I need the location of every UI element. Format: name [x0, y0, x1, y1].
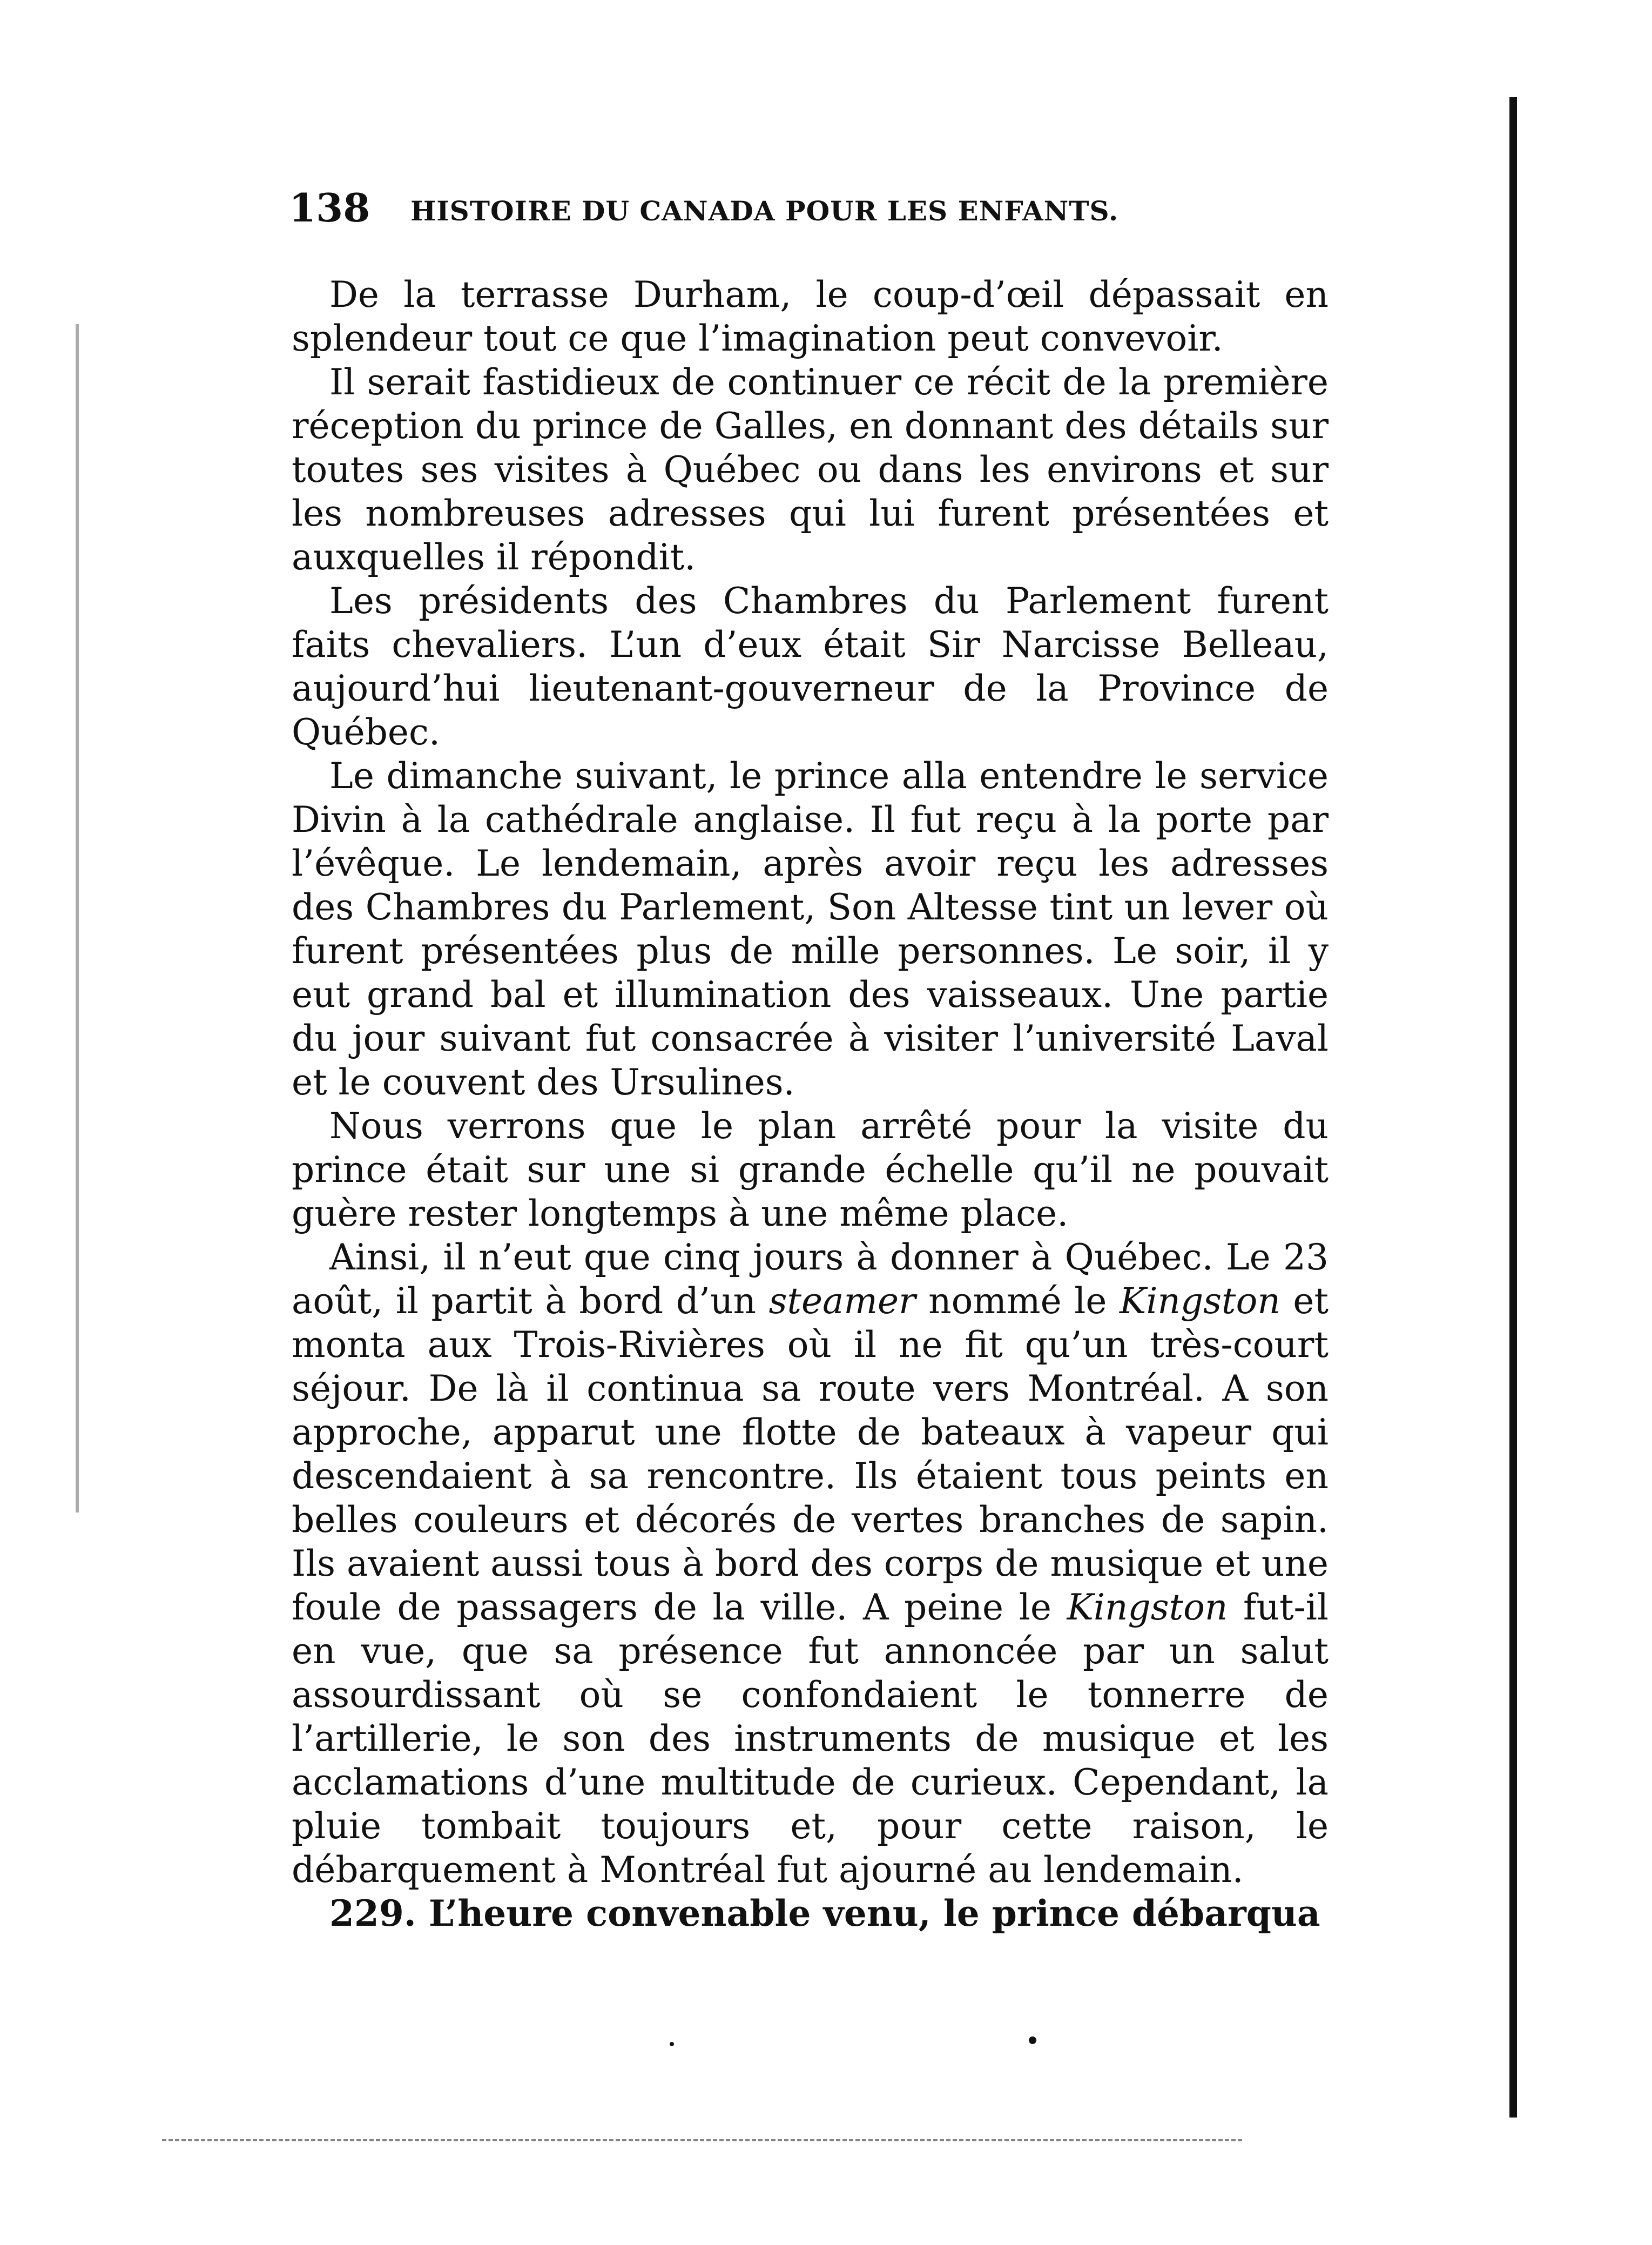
paragraph-6-text-a: Ainsi, il n’eut que cinq jours à donner à Québec. Le 23 août, il partit à bord d’un — [292, 1236, 1329, 1322]
paragraph-6-text-c: et monta aux Trois-Rivières où il ne fit qu’un très-court séjour. De là il continua sa route vers Montréal. A son approche, apparut une flotte de bateaux à vapeur qui descendaient à sa rencontre. Ils étaient tous peints en belles couleurs et décorés de vertes branches de sapin. Ils avaient aussi tous à bord des corps de musique et une foule de passagers de la ville. A peine le — [292, 1280, 1329, 1628]
paragraph-6 — [292, 1235, 1329, 1892]
body-text — [292, 273, 1329, 1935]
paragraph-3 — [292, 579, 1329, 754]
paragraph-5 — [292, 1104, 1329, 1235]
italic-steamer: steamer — [768, 1280, 916, 1322]
ink-speck — [1029, 2036, 1036, 2044]
right-binding-edge — [1509, 97, 1517, 2118]
paragraph-6-text-b: nommé le — [915, 1280, 1120, 1322]
left-margin-shadow — [76, 324, 79, 1513]
ink-speck — [670, 2042, 674, 2046]
paragraph-4 — [292, 754, 1329, 1104]
paragraph-2-text: Il serait fastidieux de continuer ce récit de la première réception du prince de Galles, en donnant des détails sur toutes ses visites à Québec ou dans les environs et sur les nombreuses adresses qui lui furent présentées et auxquelles il répondit. — [292, 361, 1329, 578]
italic-kingston-2: Kingston — [1067, 1587, 1228, 1628]
bottom-scan-artifact — [162, 2139, 1242, 2141]
paragraph-2 — [292, 360, 1329, 579]
page-header — [289, 184, 1207, 232]
page-number: 138 — [289, 185, 370, 231]
section-number: 229. — [329, 1892, 416, 1934]
paragraph-5-text: Nous verrons que le plan arrêté pour la visite du prince était sur une si grande échelle qu’il ne pouvait guère rester longtemps à une même place. — [292, 1105, 1329, 1234]
italic-kingston-1: Kingston — [1120, 1280, 1280, 1322]
paragraph-4-text: Le dimanche suivant, le prince alla entendre le service Divin à la cathédrale anglaise. Il fut reçu à la porte par l’évêque. Le lendemain, après avoir reçu les adresses des Chambres du Parlement, Son Altesse tint un lever où furent présentées plus de mille personnes. Le soir, il y eut grand bal et illumination des vaisseaux. Une partie du jour suivant fut consacrée à visiter l’université Laval et le couvent des Ursulines. — [292, 755, 1329, 1103]
paragraph-229 — [292, 1892, 1329, 1935]
paragraph-1-text: De la terrasse Durham, le coup-d’œil dépassait en splendeur tout ce que l’imagination peut convevoir. — [292, 274, 1329, 359]
paragraph-1 — [292, 273, 1329, 360]
paragraph-6-text-d: fut-il en vue, que sa présence fut annoncée par un salut assourdissant où se confondaient le tonnerre de l’artillerie, le son des instruments de musique et les acclamations d’une multitude de curieux. Cependant, la pluie tombait toujours et, pour cette raison, le débarquement à Montréal fut ajourné au lendemain. — [292, 1587, 1329, 1891]
running-title: HISTOIRE DU CANADA POUR LES ENFANTS. — [410, 195, 1119, 227]
paragraph-229-text: L’heure convenable venu, le prince débarqua — [416, 1892, 1320, 1934]
paragraph-3-text: Les présidents des Chambres du Parlement furent faits chevaliers. L’un d’eux était Sir Narcisse Belleau, aujourd’hui lieutenant-gouverneur de la Province de Québec. — [292, 580, 1329, 753]
